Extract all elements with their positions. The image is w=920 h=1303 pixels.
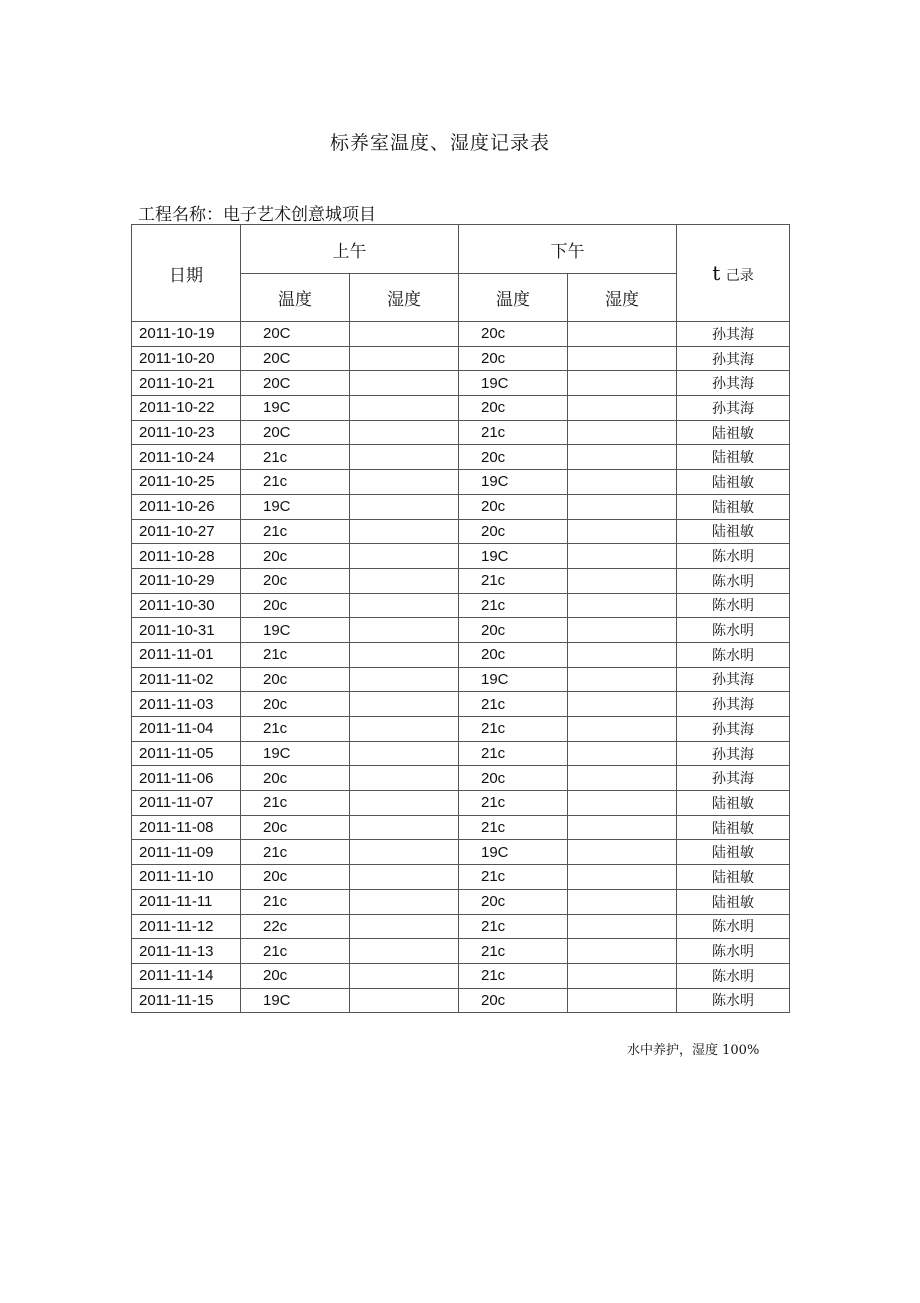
cell-am-temperature: 21c	[241, 939, 350, 964]
cell-am-humidity	[350, 840, 459, 865]
cell-pm-temperature: 20c	[459, 889, 568, 914]
table-row	[132, 618, 790, 643]
cell-pm-humidity	[568, 593, 677, 618]
table-row	[132, 963, 790, 988]
cell-recorder: 陆祖敏	[677, 815, 790, 840]
table-row	[132, 322, 790, 347]
cell-am-temperature: 20c	[241, 667, 350, 692]
cell-pm-temperature: 21c	[459, 914, 568, 939]
cell-am-humidity	[350, 494, 459, 519]
cell-recorder: 陈水明	[677, 963, 790, 988]
cell-am-temperature: 19C	[241, 494, 350, 519]
cell-recorder: 孙其海	[677, 371, 790, 396]
cell-recorder: 孙其海	[677, 667, 790, 692]
cell-pm-temperature: 21c	[459, 717, 568, 742]
table-row	[132, 642, 790, 667]
cell-date: 2011-10-19	[132, 322, 241, 347]
cell-pm-temperature: 20c	[459, 642, 568, 667]
header-pm-humidity: 湿度	[568, 274, 677, 322]
cell-date: 2011-10-28	[132, 544, 241, 569]
header-morning: 上午	[241, 225, 459, 274]
table-row	[132, 470, 790, 495]
cell-pm-temperature: 21c	[459, 865, 568, 890]
cell-recorder: 孙其海	[677, 766, 790, 791]
cell-am-humidity	[350, 593, 459, 618]
cell-pm-temperature: 20c	[459, 988, 568, 1013]
cell-recorder: 陆祖敏	[677, 840, 790, 865]
cell-pm-temperature: 21c	[459, 815, 568, 840]
cell-recorder: 陆祖敏	[677, 445, 790, 470]
cell-pm-temperature: 19C	[459, 544, 568, 569]
cell-pm-humidity	[568, 494, 677, 519]
table-row	[132, 914, 790, 939]
header-recorder-t: t	[712, 261, 721, 285]
header-am-temperature: 温度	[241, 274, 350, 322]
cell-am-temperature: 22c	[241, 914, 350, 939]
header-date: 日期	[132, 225, 241, 322]
cell-date: 2011-10-20	[132, 346, 241, 371]
cell-am-humidity	[350, 568, 459, 593]
cell-pm-humidity	[568, 939, 677, 964]
cell-recorder: 孙其海	[677, 692, 790, 717]
table-row	[132, 692, 790, 717]
cell-recorder: 孙其海	[677, 741, 790, 766]
cell-date: 2011-11-11	[132, 889, 241, 914]
cell-pm-humidity	[568, 963, 677, 988]
cell-am-humidity	[350, 939, 459, 964]
cell-date: 2011-10-26	[132, 494, 241, 519]
header-recorder	[677, 225, 790, 322]
header-afternoon: 下午	[459, 225, 677, 274]
page-title: 标养室温度、湿度记录表	[329, 132, 550, 154]
cell-pm-humidity	[568, 667, 677, 692]
cell-recorder: 陆祖敏	[677, 494, 790, 519]
cell-pm-humidity	[568, 568, 677, 593]
cell-am-humidity	[350, 322, 459, 347]
table-row	[132, 815, 790, 840]
cell-recorder: 陈水明	[677, 544, 790, 569]
cell-am-temperature: 21c	[241, 519, 350, 544]
cell-am-temperature: 20c	[241, 593, 350, 618]
table-row	[132, 717, 790, 742]
cell-date: 2011-10-23	[132, 420, 241, 445]
cell-date: 2011-11-09	[132, 840, 241, 865]
cell-recorder: 陈水明	[677, 914, 790, 939]
table-row	[132, 840, 790, 865]
cell-pm-temperature: 21c	[459, 568, 568, 593]
cell-am-temperature: 19C	[241, 396, 350, 421]
cell-recorder: 陆祖敏	[677, 791, 790, 816]
table-row	[132, 544, 790, 569]
table-row	[132, 988, 790, 1013]
cell-recorder: 陈水明	[677, 988, 790, 1013]
cell-am-temperature: 20c	[241, 766, 350, 791]
cell-am-temperature: 20c	[241, 963, 350, 988]
cell-recorder: 孙其海	[677, 346, 790, 371]
cell-am-temperature: 20c	[241, 865, 350, 890]
cell-pm-humidity	[568, 791, 677, 816]
table-row	[132, 445, 790, 470]
cell-am-temperature: 21c	[241, 445, 350, 470]
cell-am-temperature: 20C	[241, 371, 350, 396]
cell-am-temperature: 19C	[241, 988, 350, 1013]
table-row	[132, 939, 790, 964]
header-recorder-label: 己录	[725, 268, 754, 284]
cell-date: 2011-11-03	[132, 692, 241, 717]
cell-recorder: 陆祖敏	[677, 519, 790, 544]
cell-date: 2011-11-07	[132, 791, 241, 816]
cell-am-temperature: 20C	[241, 346, 350, 371]
cell-pm-temperature: 19C	[459, 840, 568, 865]
cell-pm-temperature: 20c	[459, 494, 568, 519]
cell-pm-temperature: 20c	[459, 322, 568, 347]
cell-pm-humidity	[568, 322, 677, 347]
cell-am-temperature: 20c	[241, 692, 350, 717]
cell-date: 2011-11-04	[132, 717, 241, 742]
cell-pm-humidity	[568, 420, 677, 445]
cell-recorder: 陆祖敏	[677, 420, 790, 445]
table-row	[132, 667, 790, 692]
cell-pm-humidity	[568, 717, 677, 742]
cell-date: 2011-11-02	[132, 667, 241, 692]
record-table	[131, 224, 790, 1013]
cell-date: 2011-10-29	[132, 568, 241, 593]
cell-am-humidity	[350, 914, 459, 939]
cell-date: 2011-11-15	[132, 988, 241, 1013]
cell-pm-temperature: 21c	[459, 791, 568, 816]
cell-pm-temperature: 19C	[459, 470, 568, 495]
cell-am-temperature: 20C	[241, 322, 350, 347]
cell-am-humidity	[350, 346, 459, 371]
project-name: 工程名称：电子艺术创意城项目	[138, 205, 376, 225]
cell-recorder: 孙其海	[677, 717, 790, 742]
cell-am-humidity	[350, 667, 459, 692]
cell-pm-humidity	[568, 815, 677, 840]
cell-am-temperature: 21c	[241, 840, 350, 865]
table-row	[132, 593, 790, 618]
cell-am-humidity	[350, 791, 459, 816]
table-row	[132, 371, 790, 396]
cell-pm-humidity	[568, 865, 677, 890]
cell-recorder: 陈水明	[677, 593, 790, 618]
cell-pm-temperature: 21c	[459, 420, 568, 445]
cell-am-temperature: 20c	[241, 544, 350, 569]
cell-am-temperature: 19C	[241, 741, 350, 766]
cell-am-temperature: 21c	[241, 642, 350, 667]
cell-pm-humidity	[568, 470, 677, 495]
cell-recorder: 陆祖敏	[677, 865, 790, 890]
table-row	[132, 519, 790, 544]
footnote: 水中养护，湿度 100%	[627, 1043, 760, 1058]
table-row	[132, 494, 790, 519]
table-row	[132, 568, 790, 593]
cell-date: 2011-11-14	[132, 963, 241, 988]
cell-pm-temperature: 21c	[459, 963, 568, 988]
cell-recorder: 陆祖敏	[677, 889, 790, 914]
cell-am-humidity	[350, 889, 459, 914]
cell-recorder: 陆祖敏	[677, 470, 790, 495]
cell-am-humidity	[350, 692, 459, 717]
table-row	[132, 889, 790, 914]
cell-pm-humidity	[568, 889, 677, 914]
table-row	[132, 791, 790, 816]
cell-pm-temperature: 21c	[459, 692, 568, 717]
cell-recorder: 孙其海	[677, 396, 790, 421]
table-row	[132, 346, 790, 371]
header-pm-temperature: 温度	[459, 274, 568, 322]
cell-date: 2011-11-01	[132, 642, 241, 667]
cell-date: 2011-10-31	[132, 618, 241, 643]
cell-pm-humidity	[568, 840, 677, 865]
cell-date: 2011-10-22	[132, 396, 241, 421]
cell-am-temperature: 21c	[241, 791, 350, 816]
cell-am-temperature: 20C	[241, 420, 350, 445]
cell-date: 2011-10-24	[132, 445, 241, 470]
cell-date: 2011-10-27	[132, 519, 241, 544]
table-row	[132, 741, 790, 766]
cell-am-humidity	[350, 865, 459, 890]
cell-am-humidity	[350, 618, 459, 643]
header-am-humidity: 湿度	[350, 274, 459, 322]
cell-date: 2011-10-25	[132, 470, 241, 495]
cell-pm-temperature: 20c	[459, 445, 568, 470]
table-row	[132, 420, 790, 445]
cell-pm-humidity	[568, 445, 677, 470]
cell-pm-temperature: 20c	[459, 346, 568, 371]
cell-am-temperature: 21c	[241, 470, 350, 495]
cell-pm-temperature: 20c	[459, 396, 568, 421]
cell-am-humidity	[350, 544, 459, 569]
cell-am-temperature: 19C	[241, 618, 350, 643]
cell-am-humidity	[350, 396, 459, 421]
cell-recorder: 孙其海	[677, 322, 790, 347]
cell-date: 2011-10-21	[132, 371, 241, 396]
cell-pm-humidity	[568, 346, 677, 371]
cell-date: 2011-11-06	[132, 766, 241, 791]
cell-pm-humidity	[568, 544, 677, 569]
table-row	[132, 396, 790, 421]
cell-date: 2011-11-12	[132, 914, 241, 939]
table-row	[132, 766, 790, 791]
cell-pm-temperature: 21c	[459, 593, 568, 618]
cell-am-humidity	[350, 519, 459, 544]
cell-recorder: 陈水明	[677, 939, 790, 964]
cell-am-temperature: 21c	[241, 717, 350, 742]
cell-pm-humidity	[568, 396, 677, 421]
cell-am-humidity	[350, 963, 459, 988]
cell-am-humidity	[350, 741, 459, 766]
cell-pm-temperature: 20c	[459, 618, 568, 643]
cell-pm-humidity	[568, 642, 677, 667]
cell-pm-humidity	[568, 618, 677, 643]
cell-am-humidity	[350, 766, 459, 791]
cell-am-humidity	[350, 815, 459, 840]
cell-date: 2011-11-05	[132, 741, 241, 766]
cell-pm-temperature: 19C	[459, 371, 568, 396]
cell-am-humidity	[350, 420, 459, 445]
cell-am-humidity	[350, 470, 459, 495]
cell-pm-temperature: 19C	[459, 667, 568, 692]
cell-date: 2011-11-08	[132, 815, 241, 840]
cell-am-humidity	[350, 445, 459, 470]
cell-pm-humidity	[568, 914, 677, 939]
cell-recorder: 陈水明	[677, 568, 790, 593]
cell-am-humidity	[350, 642, 459, 667]
cell-pm-humidity	[568, 519, 677, 544]
cell-date: 2011-10-30	[132, 593, 241, 618]
cell-am-temperature: 20c	[241, 815, 350, 840]
cell-recorder: 陈水明	[677, 618, 790, 643]
cell-pm-humidity	[568, 766, 677, 791]
cell-pm-humidity	[568, 371, 677, 396]
cell-pm-temperature: 20c	[459, 519, 568, 544]
cell-am-humidity	[350, 371, 459, 396]
cell-am-temperature: 20c	[241, 568, 350, 593]
cell-recorder: 陈水明	[677, 642, 790, 667]
cell-am-humidity	[350, 717, 459, 742]
cell-pm-temperature: 20c	[459, 766, 568, 791]
cell-pm-humidity	[568, 741, 677, 766]
cell-am-temperature: 21c	[241, 889, 350, 914]
cell-pm-temperature: 21c	[459, 939, 568, 964]
cell-pm-humidity	[568, 988, 677, 1013]
cell-pm-temperature: 21c	[459, 741, 568, 766]
cell-am-humidity	[350, 988, 459, 1013]
cell-date: 2011-11-10	[132, 865, 241, 890]
table-row	[132, 865, 790, 890]
cell-pm-humidity	[568, 692, 677, 717]
cell-date: 2011-11-13	[132, 939, 241, 964]
